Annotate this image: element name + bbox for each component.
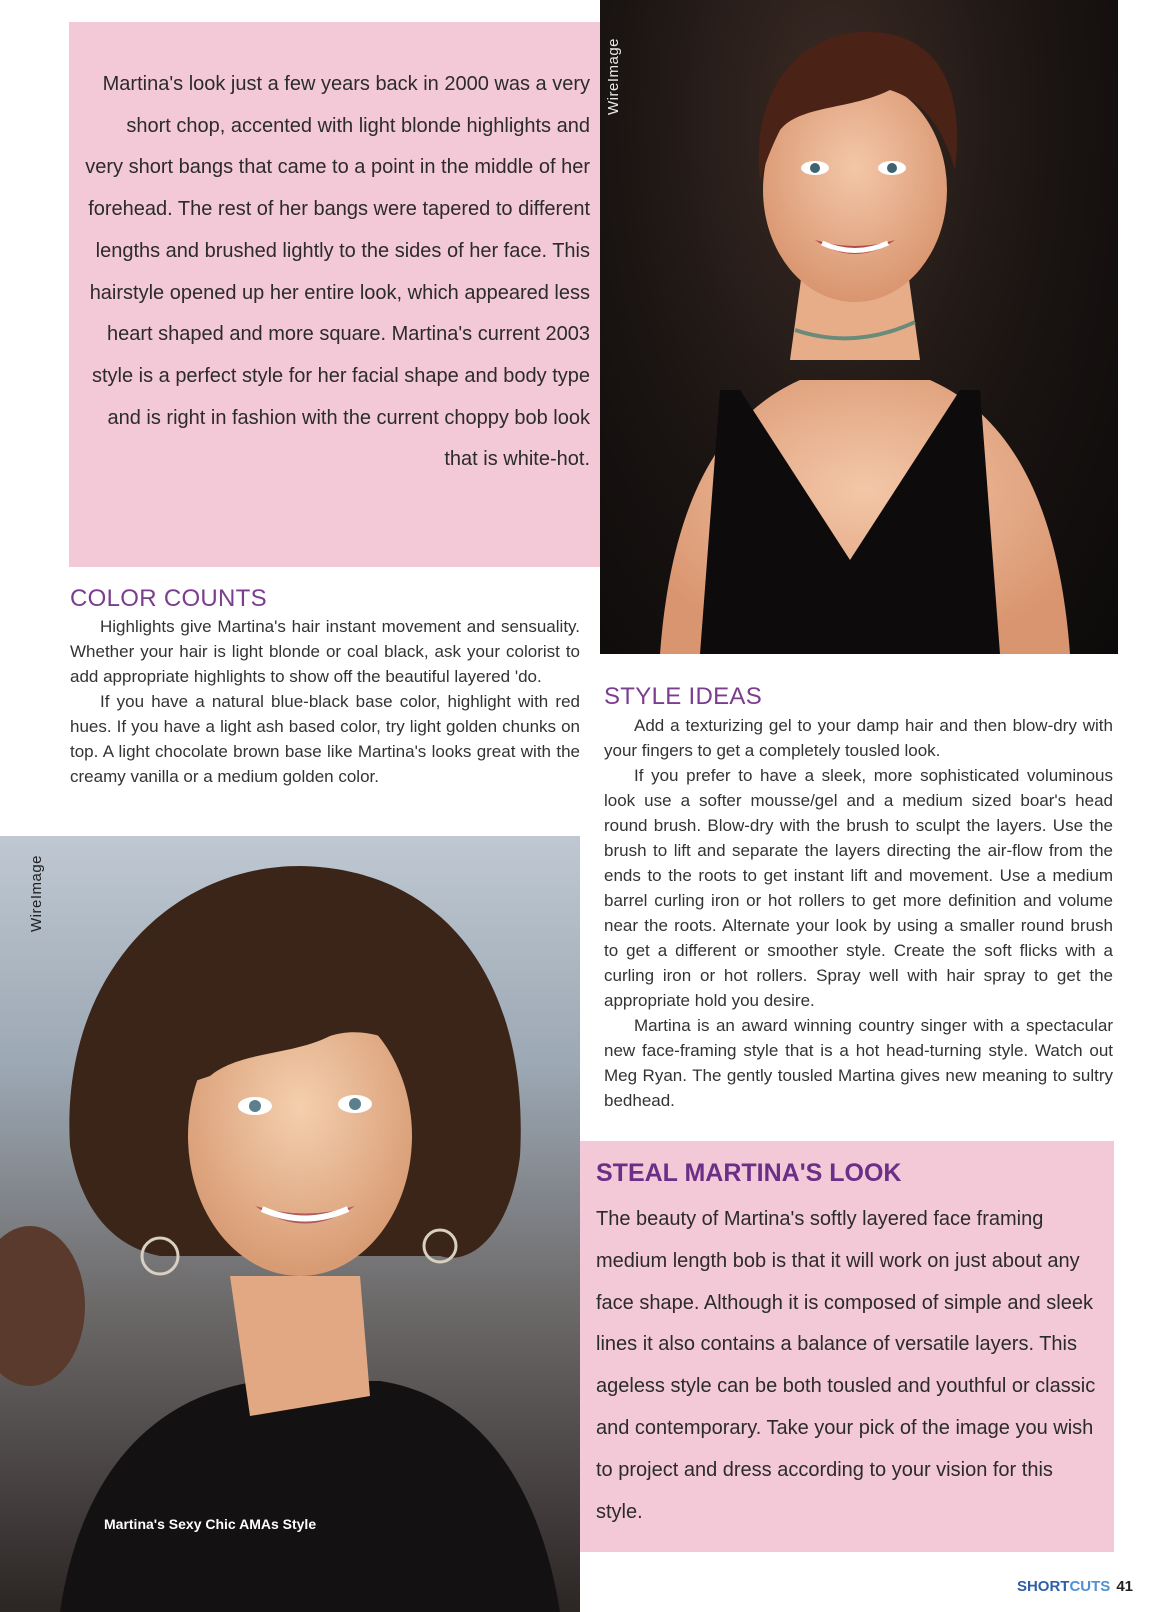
photo-portrait-layered-bob [0,836,580,1612]
style-ideas-body [604,713,1113,1113]
page-number: 41 [1116,1578,1133,1595]
portrait-illustration [600,0,1118,654]
color-counts-heading: COLOR COUNTS [70,585,267,612]
photo-portrait-short-hair [600,0,1118,654]
intro-paragraph: Martina's look just a few years back in 2000 was a very short chop, accented with light blonde highlights and very short bangs that came to a point in the middle of her forehead. The rest of her bangs were tapered to different lengths and brushed lightly to the sides of her face. This hairstyle opened up her entire look, which appeared less heart shaped and more square. Martina's current 2003 style is a perfect style for her facial shape and body type and is right in fashion with the current choppy bob look that is white-hot. [85,73,590,471]
color-counts-body [70,614,580,789]
color-counts-paragraph-2: If you have a natural blue-black base color, highlight with red hues. If you have a light ash based color, try light golden chunks on top. A light chocolate brown base like Martina's looks great with the creamy vanilla or a medium golden color. [70,692,580,786]
photo-caption: Martina's Sexy Chic AMAs Style [104,1516,317,1532]
style-ideas-paragraph-2: If you prefer to have a sleek, more sophisticated voluminous look use a softer mousse/gel and a medium sized boar's head round brush. Blow-dry with the brush to sculpt the layers. Use the brush to lift and separate the layers directing the air-flow from the ends to the roots to get instant lift and movement. Use a medium barrel curling iron or hot rollers to get more definition and volume near the roots. Alternate your look by using a smaller round brush to get a different or smoother style. Create the soft flicks with a curling iron or hot rollers. Spray well with hair spray to get the appropriate hold you desire. [604,766,1113,1010]
style-ideas-paragraph-1: Add a texturizing gel to your damp hair and then blow-dry with your fingers to get a completely tousled look. [604,716,1113,760]
portrait-illustration [0,836,580,1612]
magazine-brand-short: SHORT [1016,1578,1070,1595]
color-counts-paragraph-1: Highlights give Martina's hair instant movement and sensuality. Whether your hair is light blonde or coal black, ask your colorist to add appropriate highlights to show off the beautiful layered 'do. [70,617,580,686]
magazine-brand-cuts: CUTS [1069,1578,1111,1595]
photo-credit-bottom: WireImage [28,854,45,932]
page-footer [1017,1578,1133,1595]
style-ideas-paragraph-3: Martina is an award winning country singer with a spectacular new face-framing style that is a hot head-turning style. Watch out Meg Ryan. The gently tousled Martina gives new meaning to sultry bedhead. [604,1016,1113,1110]
steal-look-paragraph: The beauty of Martina's softly layered face framing medium length bob is that it will work on just about any face shape. Although it is composed of simple and sleek lines it also contains a balance of versatile layers. This ageless style can be both tousled and youthful or classic and contemporary. Take your pick of the image you wish to project and dress according to your vision for this style. [596,1208,1096,1523]
style-ideas-heading: STYLE IDEAS [604,683,763,710]
photo-credit-top: WireImage [605,37,622,115]
steal-look-heading: STEAL MARTINA'S LOOK [596,1159,902,1187]
